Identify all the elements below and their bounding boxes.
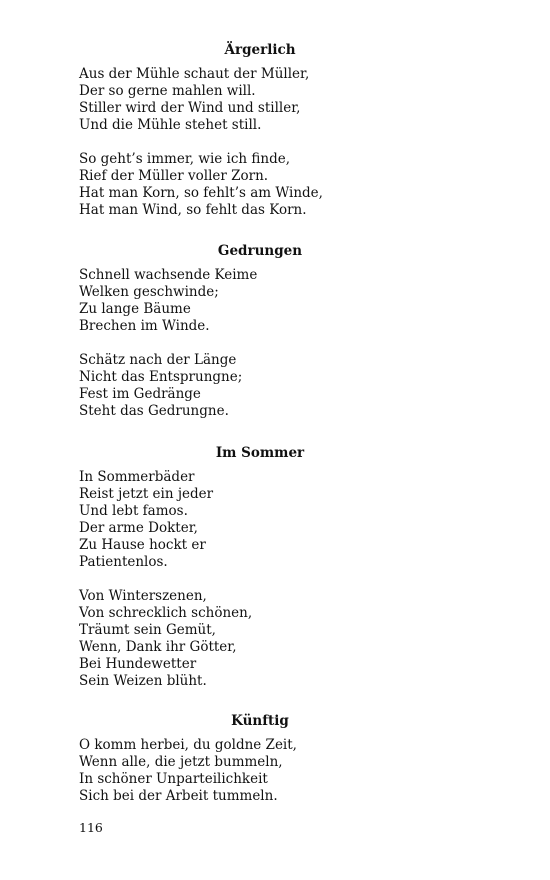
verse-line: Stiller wird der Wind und stiller, [79, 100, 301, 116]
verse-line: Zu Hause hockt er [79, 537, 206, 553]
poem-kuenftig [79, 713, 479, 805]
verse-line: Schätz nach der Länge [79, 352, 237, 368]
verse-line: Steht das Gedrungne. [79, 403, 229, 419]
verse-line: Schnell wachsende Keime [79, 267, 258, 283]
verse-line: Bei Hundewetter [79, 656, 197, 672]
stanza [79, 151, 479, 219]
verse-line: Welken geschwinde; [79, 284, 219, 300]
verse-line: So geht’s immer, wie ich finde, [79, 151, 291, 167]
verse-line: Der arme Dokter, [79, 520, 198, 536]
poem-aergerlich [79, 42, 479, 219]
verse-line: Hat man Korn, so fehlt’s am Winde, [79, 185, 323, 201]
verse-line: Nicht das Entsprungne; [79, 369, 243, 385]
stanza [79, 737, 479, 805]
poem-title: Im Sommer [215, 445, 305, 461]
poem-gedrungen [79, 243, 479, 420]
verse-line: Fest im Gedränge [79, 386, 201, 402]
verse-line: Rief der Müller voller Zorn. [79, 168, 269, 184]
verse-line: In Sommerbäder [79, 469, 195, 485]
verse-line: In schöner Unparteilichkeit [79, 771, 268, 787]
poem-title: Ärgerlich [224, 42, 296, 58]
stanza [79, 267, 479, 335]
verse-line: Patientenlos. [79, 554, 168, 570]
stanza [79, 66, 479, 134]
stanza [79, 588, 479, 690]
stanza [79, 469, 479, 571]
verse-line: Wenn, Dank ihr Götter, [79, 639, 237, 655]
verse-line: Der so gerne mahlen will. [79, 83, 256, 99]
poem-title: Gedrungen [217, 243, 303, 259]
stanza [79, 352, 479, 420]
page-number: 116 [79, 820, 103, 835]
verse-line: Sich bei der Arbeit tummeln. [79, 788, 278, 804]
verse-line: Und die Mühle stehet still. [79, 117, 262, 133]
verse-line: Aus der Mühle schaut der Müller, [79, 66, 310, 82]
poem-title: Künftig [231, 713, 289, 729]
verse-line: Zu lange Bäume [79, 301, 191, 317]
verse-line: Von schrecklich schönen, [79, 605, 253, 621]
verse-line: Brechen im Winde. [79, 318, 210, 334]
verse-line: Wenn alle, die jetzt bummeln, [79, 754, 283, 770]
verse-line: Von Winterszenen, [79, 588, 207, 604]
verse-line: Träumt sein Gemüt, [79, 622, 216, 638]
poem-im-sommer [79, 445, 479, 690]
verse-line: Hat man Wind, so fehlt das Korn. [79, 202, 307, 218]
verse-line: O komm herbei, du goldne Zeit, [79, 737, 297, 753]
verse-line: Und lebt famos. [79, 503, 188, 519]
verse-line: Sein Weizen blüht. [79, 673, 207, 689]
verse-line: Reist jetzt ein jeder [79, 486, 214, 502]
